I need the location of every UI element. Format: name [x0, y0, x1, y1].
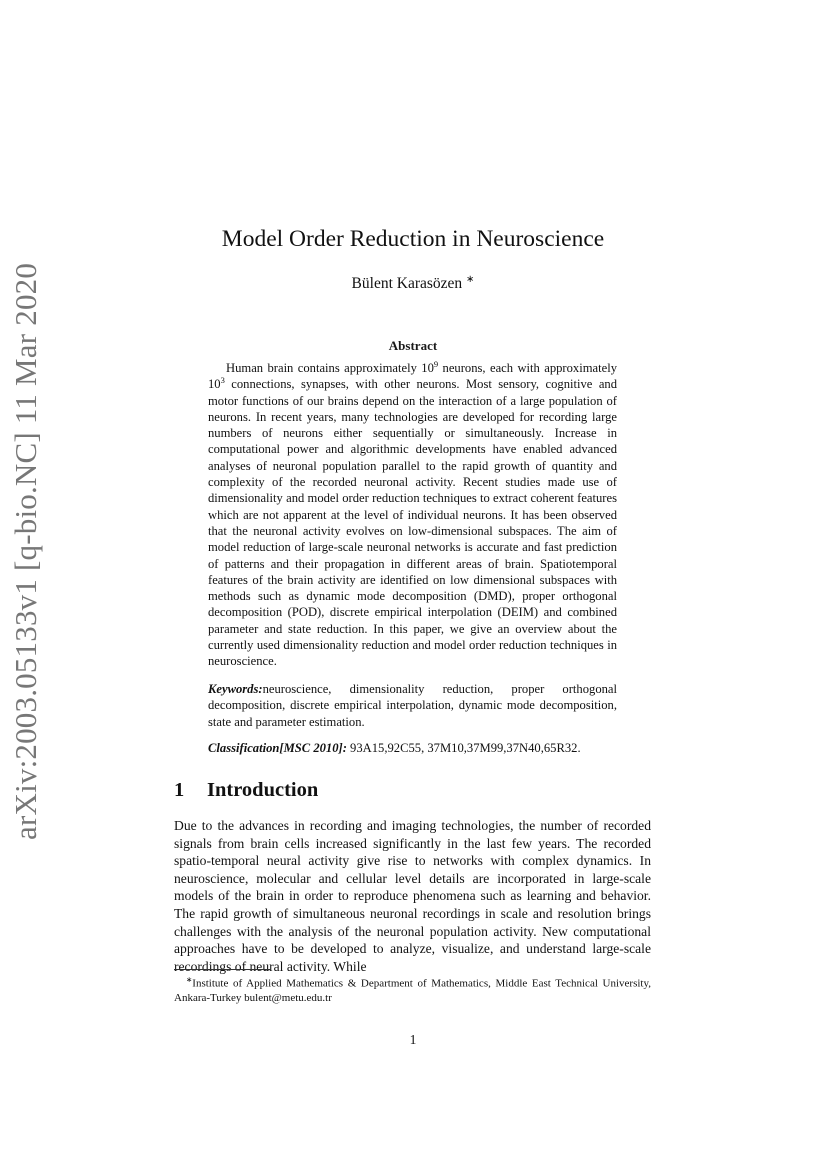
author-name: Bülent Karasözen [351, 275, 463, 293]
keywords [208, 681, 617, 730]
abstract-exponent-2: 3 [220, 375, 225, 386]
paper-title: Model Order Reduction in Neuroscience [221, 226, 605, 252]
abstract-body [208, 360, 617, 670]
abstract-exponent-1: 9 [433, 358, 439, 369]
abstract-heading: Abstract [388, 338, 438, 353]
abstract-text-2: neurons, each with approximately 10 [208, 361, 617, 392]
author-line [0, 274, 826, 293]
classification [208, 740, 628, 756]
abstract-text-1: Human brain contains approximately 10 [226, 361, 434, 375]
author-footnote-mark: ∗ [466, 274, 475, 285]
abstract-text-3: connections, synapses, with other neurons. Most sensory, cognitive and motor functions of our brains depend on the interaction of a large population of neurons. In recent years, many technologies are developed for recording large numbers of neurons either sequentially or simultaneously. Increase in computational power and algorithmic developments have enabled advanced analyses of neuronal population parallel to the rapid growth of quantity and complexity of the recorded neuronal activity. Recent studies made use of dimensionality and model order reduction techniques to extract coherent features which are not apparent at the level of individual neurons. It has been observed that the neuronal activity evolves on low-dimensional subspaces. The aim of model reduction of large-scale neuronal networks is accurate and fast prediction of patterns and their propagation in different areas of brain. Spatiotemporal features of the brain activity are identified on low dimensional subspaces with methods such as dynamic mode decomposition (DMD), proper orthogonal decomposition (POD), discrete empirical interpolation (DEIM) and combined parameter and state reduction. In this paper, we give an overview about the currently used dimensionality reduction and model order reduction techniques in neuroscience. [208, 377, 617, 669]
footnote-text: Institute of Applied Mathematics & Department of Mathematics, Middle East Technical University, Ankara-Turkey bulent@metu.edu.tr [174, 977, 651, 1004]
section-number: 1 [174, 779, 185, 801]
footnote-mark: ∗ [186, 975, 193, 984]
section-title: Introduction [207, 779, 319, 801]
page-number: 1 [409, 1032, 417, 1047]
keywords-label: Keywords: [208, 682, 263, 696]
introduction-body: Due to the advances in recording and imaging technologies, the number of recorded signals from brain cells increased significantly in the last few years. The recorded spatio-temporal neural activity give rise to networks with complex dynamics. In neuroscience, molecular and cellular level details are incorporated in large-scale models of the brain in order to reproduce phenomena such as learning and behavior. The rapid growth of simultaneous neuronal recordings in scale and resolution brings challenges with the analysis of the neuronal population activity. New computational approaches have to be developed to analyze, visualize, and understand large-scale recordings of neural activity. While [174, 818, 651, 974]
arxiv-stamp: arXiv:2003.05133v1 [q-bio.NC] 11 Mar 2020 [8, 262, 43, 840]
keywords-text: neuroscience, dimensionality reduction, proper orthogonal decomposition, discrete empirical interpolation, dynamic mode decomposition, state and parameter estimation. [208, 682, 617, 729]
footnote-rule [174, 969, 271, 970]
classification-text: 93A15,92C55, 37M10,37M99,37N40,65R32. [346, 741, 581, 755]
classification-label: Classification[MSC 2010]: [208, 741, 347, 755]
footnote [174, 973, 651, 1005]
section-heading [174, 779, 318, 802]
